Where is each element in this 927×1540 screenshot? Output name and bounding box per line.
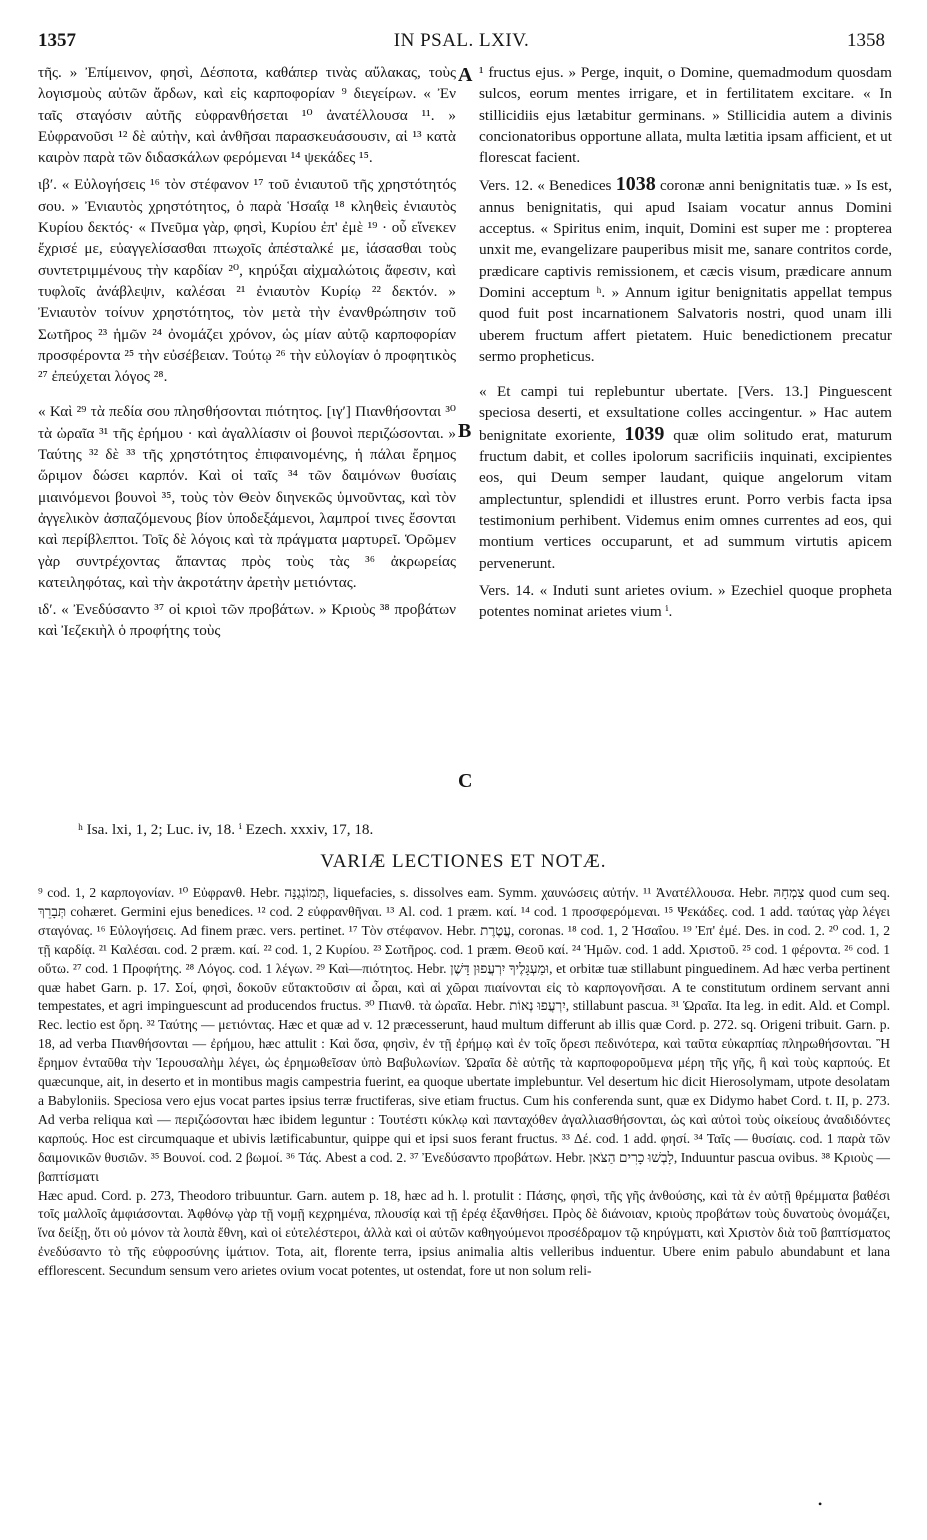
column-number: 1038 [615, 173, 656, 196]
latin-text: « Et campi tui replebuntur ubertate. [Vers. 13.] Pinguescent speciosa deserti, et exsultatione colles accingentur. » Hac autem benignitate exoriente, [479, 383, 892, 444]
margin-marker-c: C [458, 770, 473, 792]
notes-paragraph: Hæc apud. Cord. p. 273, Theodoro tribuuntur. Garn. autem p. 18, hæc ad h. l. protulit : Πάσης, φησὶ, τῆς γῆς ἀνθούσης, καὶ τὰ ἐν αὐτῇ θρέμματα βαθέσι τοῖς μαλλοῖς ἀμφιάσονται. Ἀφθόνῳ γὰρ τῇ νομῇ κεχρημένα, πλουσίᾳ καὶ τῇ ἐρέᾳ ἐξανθήσει. Πρὸς δὲ διάνοιαν, κριοὺς προβάτων τοὺς δυνατοὺς ὀνομάζει, ἵνα δείξῃ, ὅτι οὐ μόνον τὰ λοιπὰ ἔθνη, καὶ οἱ εὐτελέστεροι, ἀλλὰ καὶ οἱ αὐτῶν καθηγούμενοι προσέδραμον τῷ κηρύγματι, καὶ Χριστὸν διὰ τοῦ βαπτίσματος ἐνεδύσαντο τὸ τῆς εὐφροσύνης ἱμάτιον. Tota, ait, florente terra, ipsius animalia altis velleribus induentur. Ubere enim pabulo abundabunt et lana efflorescent. Secundum sensum vero arietes ovium vocat potentes, ut ostendat, fore ut non solum reli- [38, 1187, 890, 1279]
margin-marker-b: B [458, 420, 472, 442]
latin-paragraph: Vers. 14. « Induti sunt arietes ovium. » Ezechiel quoque propheta potentes nominat arietes vium ⁱ. [479, 581, 892, 621]
page-number-left: 1357 [38, 30, 76, 51]
greek-paragraph: « Καὶ ²⁹ τὰ πεδία σου πλησθήσονται πιότητος. [ιγʹ] Πιανθήσονται ³⁰ τὰ ὡραῖα ³¹ τῆς ἐρήμου · καὶ ἀγαλλίασιν οἱ βουνοὶ περιζώσονται. » Ταύτης ³² δὲ ³³ τῆς χρηστότητος ἐπιφαινομένης, ἡ πάλαι ἔρημος ὥριμον δώσει καρπόν. Καὶ οἱ ταῖς ³⁴ τῶν δαιμόνων θυσίαις μιαινόμενοι βουνοὶ ³⁵, τοὺς τὸν Θεὸν διηνεκῶς ὑμνοῦντας, καὶ τὸν ἀγγελικὸν ἀσπαζόμενους βίον ὑποδεξάμενοι, λαμπροί τινες ἔσονται καὶ περίβλεπτοι. Τοῖς δὲ λόγοις καὶ τὰ πράγματα μαρτυρεῖ. Ὁρῶμεν γὰρ συντρέχοντας ἅπαντας πρὸς τοὺς τὰς ³⁶ ἀκρωρείας κατειληφότας, καὶ τὴν ἀκροτάτην ἀρετὴν μετιόντας. [38, 403, 456, 591]
latin-paragraph: ¹ fructus ejus. » Perge, inquit, o Domine, quemadmodum quosdam sulcos, eorum mentes irrigare, et in fertilitatem excitare. « In stillicidiis ejus lætabitur germinans. » Stillicidia autem a divinis concionatoribus opportune allata, multa lætitia ipsam afficient, et ut florescat facient. [479, 64, 892, 167]
latin-text: coronæ anni benignitatis tuæ. » Is est, annus benignitatis, qui apud Isaiam vocatur annus Domini acceptus. « Spiritus enim, inquit, Domini est super me : propterea unxit me, evangelizare pauperibus misit me, sanare contritos corde, prædicare captivis remissionem, et cæcis visum, prædicare annum Domini acceptum ʰ. » Annum igitur benignitatis appellat tempus quod fuit post incarnationem Salvatoris nostri, quod unam illi uberem fructum affert pietatem. Huic benedictionem precatur sermo propheticus. [479, 177, 893, 365]
greek-paragraph: ιδʹ. « Ἐνεδύσαντο ³⁷ οἱ κριοὶ τῶν προβάτων. » Κριοὺς ³⁸ προβάτων καὶ Ἰεζεκιὴλ ὁ προφήτης τοὺς [38, 601, 456, 640]
latin-paragraph [479, 381, 892, 574]
greek-paragraph: ιβʹ. « Εὐλογήσεις ¹⁶ τὸν στέφανον ¹⁷ τοῦ ἐνιαυτοῦ τῆς χρηστότητός σου. » Ἐνιαυτὸς χρηστότητος, ὁ παρὰ Ἡσαΐᾳ ¹⁸ κληθεὶς ἐνιαυτὸς Κυρίου δεκτός· « Πνεῦμα γὰρ, φησὶ, Κυρίου ἐπ' ἐμὲ ¹⁹ · οὗ εἵνεκεν ἔχρισέ με, εὐαγγελίσασθαι πτωχοῖς ἀπέσταλκέ με, ἰάσασθαι τοὺς συντετριμμένους τὴν καρδίαν ²⁰, κηρύξαι αἰχμαλώτοις ἄφεσιν, καὶ τυφλοῖς ἀνάβλεψιν, καλέσαι ²¹ ἐνιαυτὸν Κυρίῳ ²² δεκτόν. » Ἐνιαυτὸν τοίνυν χρηστότητος, τὸν μετὰ τὴν ἐνανθρώπησιν τοῦ Σωτῆρος ²³ ἡμῶν ²⁴ ὀνομάζει χρόνον, ὡς μίαν αὐτῷ καρποφορίαν προσφέροντα ²⁵ τὴν εὐσέβειαν. Τούτῳ ²⁶ τὴν εὐλογίαν ὁ προφητικὸς ²⁷ ἐπεύχεται λόγος ²⁸. [38, 176, 456, 386]
column-number: 1039 [624, 422, 665, 445]
margin-marker-a: A [458, 64, 473, 86]
page-number-right: 1358 [847, 30, 885, 51]
page-header [38, 30, 885, 58]
latin-paragraph [479, 174, 892, 367]
print-speck: • [818, 1497, 823, 1511]
latin-text: quæ olim solitudo erat, maturum fructum dabit, et colles ipolorum sacrificiis inquinati, excipientes eos, qui Deum semper laudant, quique angelorum vitam amplectuntur, splendidi et illustres erunt. Porro verbis facta ipsa testimonium perhibent. Videmus enim omnes currentes ad eos, qui montium vertices occuparunt, et ad summum virtutis apicem pervenerunt. [479, 426, 893, 572]
verse-label: Vers. 12. « Benedices [479, 177, 612, 195]
scripture-footnotes: ʰ Isa. lxi, 1, 2; Luc. iv, 18. ⁱ Ezech. xxxiv, 17, 18. [78, 821, 374, 838]
greek-paragraph: τῆς. » Ἐπίμεινον, φησὶ, Δέσποτα, καθάπερ τινὰς αὔλακας, τοὺς λογισμοὺς αὐτῶν ἄρδων, καὶ εἰς καρποφορίαν ⁹ διεγείρων. « Ἐν ταῖς σταγόσιν αὐτῆς εὐφρανθήσεται ¹⁰ ἀνατέλλουσα ¹¹. » Εὐφρανοῦσι ¹² δὲ αὐτὴν, καὶ ἀνθῆσαι παρασκευάσουσιν, αἱ ¹³ κατὰ καιρὸν παρὰ τῶν διδασκάλων φερόμεναι ¹⁴ ψεκάδες ¹⁵. [38, 64, 456, 167]
greek-column [38, 62, 456, 642]
latin-column [479, 62, 892, 622]
section-title: VARIÆ LECTIONES ET NOTÆ. [320, 851, 607, 872]
variant-notes [38, 884, 890, 1281]
notes-paragraph: ⁹ cod. 1, 2 καρπογονίαν. ¹⁰ Εὐφρανθ. Hebr. תְּמוֹגְגֶנָּה, liquefacies, s. dissolves eam. Symm. χαυνώσεις αὐτήν. ¹¹ Ἀνατέλλουσα. Hebr. צִמְחָהּ quod cum seq. תְּבָרֵךְ cohæret. Germini ejus benedices. ¹² cod. 2 εὐφρανθῆναι. ¹³ Al. cod. 1 præm. καί. ¹⁴ cod. 1 προσφερόμεναι. ¹⁵ Ψεκάδες. cod. 1 add. ταύτας γὰρ λέγει σταγόνας. ¹⁶ Εὐλογήσεις. Ad finem præc. vers. pertinet. ¹⁷ Τὸν στέφανον. Hebr. עֲטֶרֶת, coronas. ¹⁸ cod. 1, 2 Ἡσαΐου. ¹⁹ Ἐπ' ἐμέ. Des. in cod. 2. ²⁰ cod. 1, 2 τῇ καρδίᾳ. ²¹ Καλέσαι. cod. 2 præm. καί. ²² cod. 1, 2 Κυρίου. ²³ Σωτῆρος. cod. 1 præm. Θεοῦ καί. ²⁴ Ἡμῶν. cod. 1 add. Χριστοῦ. ²⁵ cod. 1 φέροντα. ²⁶ cod. 1 οὕτω. ²⁷ cod. 1 Προφήτης. ²⁸ Λόγος. cod. 1 λέγων. ²⁹ Καὶ—πιότητος. Hebr. וּמַעְגָּלֶיךָ יִרְעֲפוּן דָּשֶׁן, et orbitæ tuæ stillabunt pinguedinem. Ad hæc verba pertinent quæ habet Garn. p. 17. Σοί, φησὶ, δοκοῦν εὔτακτοῦσιν αἱ ὧραι, καὶ αἱ χῶραι πιαίνονται εἰς τὸ καρπογονῆσαι. A te constitutum ordinem servant anni tempestates, et agri impinguescunt ad producendos fructus. ³⁰ Πιανθ. τὰ ὡραῖα. Hebr. יִרְעֲפוּ נְאוֹת, stillabunt pascua. ³¹ Ὡραῖα. Ita leg. in edit. Ald. et Compl. Rec. lectio est ὄρη. ³² Ταύτης — μετιόντας. Hæc et quæ ad v. 12 præcesserunt, haud multum differunt ab illis quæ Cord. p. 272. sq. Origeni tribuit. Garn. p. 18, ad verba Πιανθήσονται — ἐρήμου, hæc attulit : Καὶ ὅσα, φησὶν, ἐν τῇ ἐρήμῳ καὶ ἐν τοῖς ὄρεσι πεδινότερα, καὶ ταῦτα εὐκαρπίας πληρωθήσονται. Ἢ ἔρημον ἐνταῦθα τὴν Ἱερουσαλὴμ λέγει, ὡς ἐρημωθεῖσαν ὑπὸ Βαβυλωνίων. Ὡραῖα δὲ αὐτῆς τὰ καρποφοροῦμενα μέρη τῆς γῆς, ἢ καὶ τοὺς καρπούς. Et quæcunque, ait, in deserto et in montibus magis campestria fuerint, ea quoque ubertate implebuntur. Vel desertum hic dicit Hierosolymam, utpote desolatam a Babyloniis. Speciosa vero ejus vocat partes ipsius terræ fructiferas, sive etiam fructus. Cum his conferenda sunt, quæ ex Didymo habet Cord. t. II, p. 273. Ad verba reliqua καὶ — περιζώσονται hæc ibidem leguntur : Τουτέστι κύκλῳ καὶ πανταχόθεν ἀγαλλιασθήσονται, ὡς καὶ αὐτοὶ τοὺς οἰκείους ἀναδιδόντες καρπούς. Hoc est circumquaque et ubivis lætificabuntur, quippe qui et ipsi suos ferant fructus. ³³ Δέ. cod. 1 add. φησί. ³⁴ Ταῖς — θυσίαις. cod. 1 παρὰ τῶν δαιμονικῶν θυσιῶν. ³⁵ Βουνοί. cod. 2 βωμοί. ³⁶ Τάς. Abest a cod. 2. ³⁷ Ἐνεδύσαντο προβάτων. Hebr. לָבְשׁוּ כָרִים הַצֹּאן, Induuntur pascua ovibus. ³⁸ Κριοὺς — βαπτίσματι [38, 885, 891, 1184]
running-title: IN PSAL. LXIV. [393, 30, 530, 51]
